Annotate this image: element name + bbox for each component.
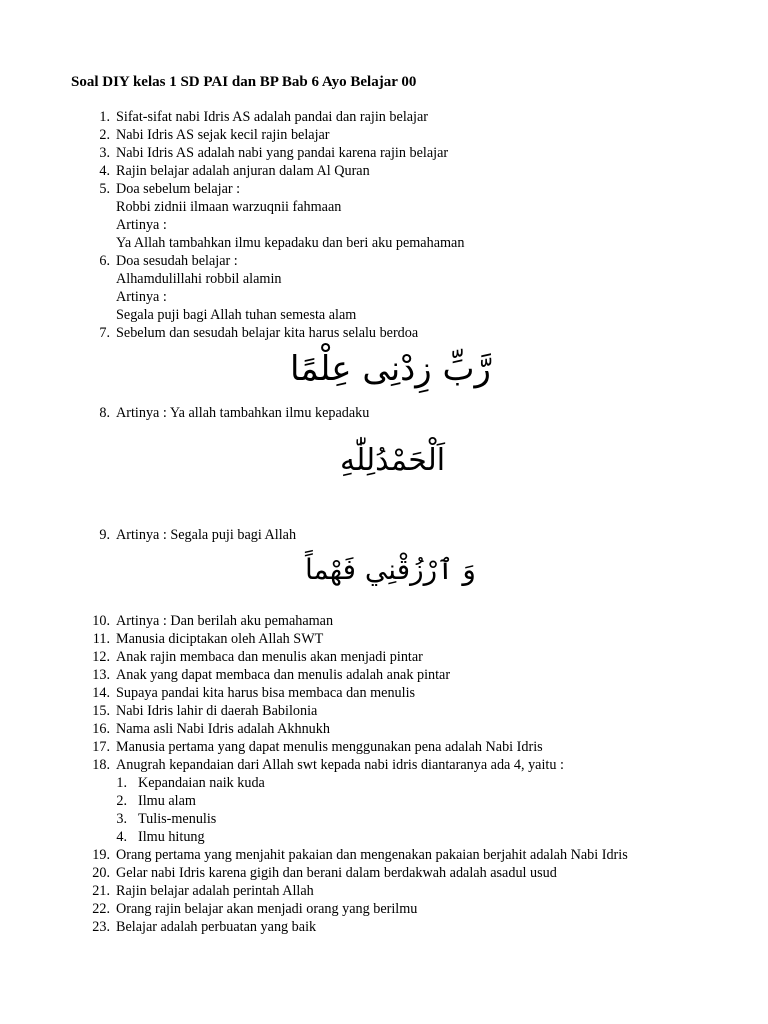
- list-item: 19. Orang pertama yang menjahit pakaian dan mengenakan pakaian berjahit adalah Nabi Idris: [92, 847, 628, 863]
- sub-list-item: 4. Ilmu hitung: [116, 829, 205, 845]
- sub-list-item: 1. Kepandaian naik kuda: [116, 775, 265, 791]
- list-item: 15. Nabi Idris lahir di daerah Babilonia: [92, 703, 318, 719]
- sub-list-item: 2. Ilmu alam: [116, 793, 196, 809]
- list-item: 13. Anak yang dapat membaca dan menulis adalah anak pintar: [92, 667, 451, 683]
- list-item: 9. Artinya : Segala puji bagi Allah: [99, 527, 297, 543]
- list-item: 4. Rajin belajar adalah anjuran dalam Al Quran: [99, 163, 370, 179]
- list-item-continuation: Ya Allah tambahkan ilmu kepadaku dan beri aku pemahaman: [116, 235, 465, 251]
- list-item-continuation: Artinya :: [116, 289, 167, 305]
- arabic-alhamdulillah-image: [0, 422, 768, 526]
- list-item: 5. Doa sebelum belajar :: [99, 181, 241, 197]
- list-item: 7. Sebelum dan sesudah belajar kita harus selalu berdoa: [99, 325, 419, 341]
- list-item: 12. Anak rajin membaca dan menulis akan menjadi pintar: [92, 649, 423, 665]
- list-item: 14. Supaya pandai kita harus bisa membaca dan menulis: [92, 685, 416, 701]
- list-item: 17. Manusia pertama yang dapat menulis menggunakan pena adalah Nabi Idris: [92, 739, 543, 755]
- list-item-continuation: Robbi zidnii ilmaan warzuqnii fahmaan: [116, 199, 342, 215]
- sub-list-item: 3. Tulis-menulis: [116, 811, 217, 827]
- question-list: [0, 108, 768, 936]
- list-item: 1. Sifat-sifat nabi Idris AS adalah pandai dan rajin belajar: [99, 109, 429, 125]
- list-item: 18. Anugrah kepandaian dari Allah swt kepada nabi idris diantaranya ada 4, yaitu :: [92, 757, 564, 773]
- list-item: 11. Manusia diciptakan oleh Allah SWT: [92, 631, 324, 647]
- list-item: 6. Doa sesudah belajar :: [99, 253, 238, 269]
- list-item: 16. Nama asli Nabi Idris adalah Akhnukh: [92, 721, 330, 737]
- arabic-warzuqni-image: [0, 544, 768, 612]
- arabic-doa-image: [0, 342, 768, 404]
- arabic-text: وَ ٱرْزُقْنِي فَهْماً: [305, 553, 476, 586]
- list-item: 20. Gelar nabi Idris karena gigih dan berani dalam berdakwah adalah asadul usud: [92, 865, 557, 881]
- list-item: 21. Rajin belajar adalah perintah Allah: [92, 883, 314, 899]
- list-item: 8. Artinya : Ya allah tambahkan ilmu kepadaku: [99, 405, 370, 421]
- list-item: 22. Orang rajin belajar akan menjadi orang yang berilmu: [92, 901, 418, 917]
- list-item-continuation: Segala puji bagi Allah tuhan semesta alam: [116, 307, 357, 323]
- list-item: 3. Nabi Idris AS adalah nabi yang pandai karena rajin belajar: [99, 145, 449, 161]
- list-item-continuation: Alhamdulillahi robbil alamin: [116, 271, 282, 287]
- list-item-continuation: Artinya :: [116, 217, 167, 233]
- arabic-text: اَلْحَمْدُلِلّٰهِ: [340, 443, 446, 478]
- list-item: 10. Artinya : Dan berilah aku pemahaman: [92, 613, 334, 629]
- arabic-text: رَّبِّ زِدْنِى عِلْمًا: [290, 349, 491, 389]
- document-title: Soal DIY kelas 1 SD PAI dan BP Bab 6 Ayo Belajar 00: [71, 74, 417, 90]
- list-item: 2. Nabi Idris AS sejak kecil rajin belajar: [99, 127, 330, 143]
- list-item: 23. Belajar adalah perbuatan yang baik: [92, 919, 317, 935]
